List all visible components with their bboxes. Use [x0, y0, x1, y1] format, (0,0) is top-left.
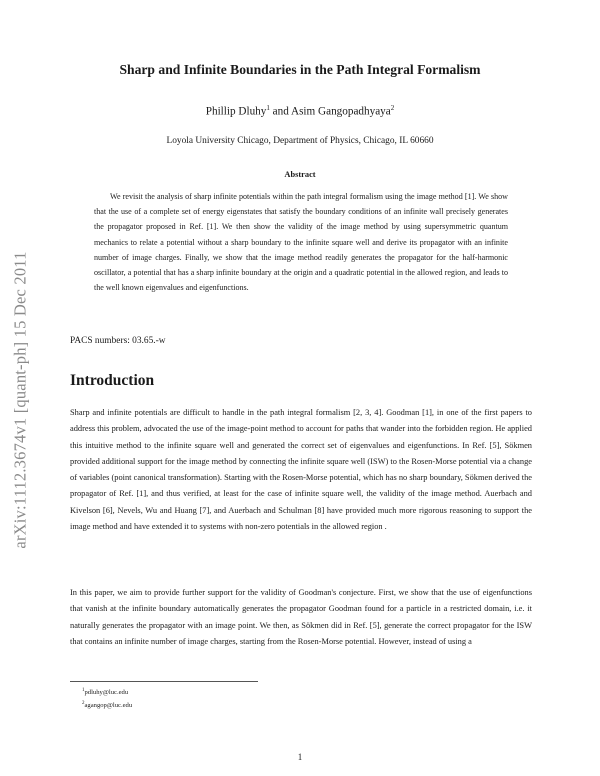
abstract-text: We revisit the analysis of sharp infinite potentials within the path integral formalism using the image method [1]. We show that the use of a complete set of energy eigenstates that satisfy the boundary conditions of an infinite wall precisely generates the propagator proposed in Ref. [1]. We then show the validity of the image method by using supersymmetric quantum mechanics to relate a potential without a sharp boundary to the infinite square well and derive its propagator with an infinite number of image charges. Finally, we show that the image method readily generates the propagator for the half-harmonic oscillator, a potential that has a sharp infinite boundary at the origin and a quadratic potential in the allowed region, and leads to the well known eigenvalues and eigenfunctions. [94, 192, 508, 293]
footnote-mark: 1 [82, 688, 85, 693]
author-name: Phillip Dluhy [205, 105, 267, 118]
abstract-heading: Abstract [284, 170, 316, 179]
affiliation: Loyola University Chicago, Department of Physics, Chicago, IL 60660 [166, 136, 434, 146]
footnote-email: agangop@luc.edu [84, 702, 133, 710]
footnote-divider [70, 681, 258, 682]
author-connector: and [269, 105, 291, 118]
section-heading: Introduction [70, 372, 155, 389]
footnote [82, 685, 132, 698]
body-paragraph: Sharp and infinite potentials are difficult to handle in the path integral formalism [2, 3, 4]. Goodman [1], in one of the first papers to address this problem, advocated the use of the image-point method to account for paths that wander into the forbidden region. He applied this intuitive method to the infinite square well and generated the correct set of eigenvalues and eigenfunctions. In Ref. [5], Sökmen provided additional support for the image method by connecting the infinite square well (ISW) to the Rosen-Morse potential via a change of variables (point canonical transformation). Starting with the Rosen-Morse potential, which has no sharp boundary, Sökmen derived the propagator of Ref. [1], and thus verified, at least for the case of infinite square well, the validity of the image method. Auerbach and Kivelson [6], Nevels, Wu and Huang [7], and Auerbach and Schulman [8] have provided much more rigorous reasoning to support the image method and have extended it to systems with non-zero potentials in the allowed region . [70, 408, 532, 532]
footnote [82, 698, 132, 711]
arxiv-identifier: arXiv:1112.3674v1 [quant-ph] 15 Dec 2011 [11, 251, 30, 549]
footnote-email: pdluhy@luc.edu [84, 689, 129, 697]
footnote-mark: 2 [390, 104, 395, 112]
footnote-mark: 1 [266, 104, 270, 112]
arxiv-stamp [6, 215, 36, 585]
author-list [0, 104, 600, 118]
paper-title: Sharp and Infinite Boundaries in the Path Integral Formalism [119, 62, 481, 77]
body-paragraph: In this paper, we aim to provide further support for the validity of Goodman's conjecture. First, we show that the use of eigenfunctions that vanish at the infinite boundary automatically generates the propagator Goodman found for a particle in a restricted domain, i.e. it naturally generates the propagator with an image point. We then, as Sökmen did in Ref. [5], generate the correct propagator for the ISW that contains an infinite number of image charges, starting from the Rosen-Morse potential. However, instead of using a [70, 588, 532, 646]
pacs-numbers: PACS numbers: 03.65.-w [70, 336, 166, 346]
page-number: 1 [297, 752, 303, 762]
author-name: Asim Gangopadhyaya [291, 105, 391, 118]
footnote-mark: 2 [82, 701, 85, 707]
footnotes [82, 685, 132, 711]
